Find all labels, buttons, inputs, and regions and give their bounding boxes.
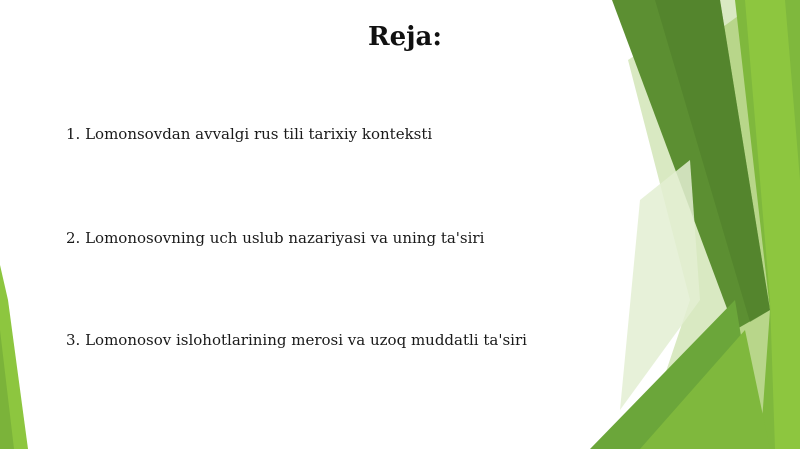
slide-title: Reja: [367, 22, 442, 52]
agenda-item-2: 2. Lomonosovning uch uslub nazariyasi va uning ta'siri [66, 229, 485, 247]
agenda-item-1: 1. Lomonsovdan avvalgi rus tili tarixiy konteksti [66, 125, 433, 143]
agenda-item-3: 3. Lomonosov islohotlarining merosi va uzoq muddatli ta'siri [66, 331, 527, 349]
